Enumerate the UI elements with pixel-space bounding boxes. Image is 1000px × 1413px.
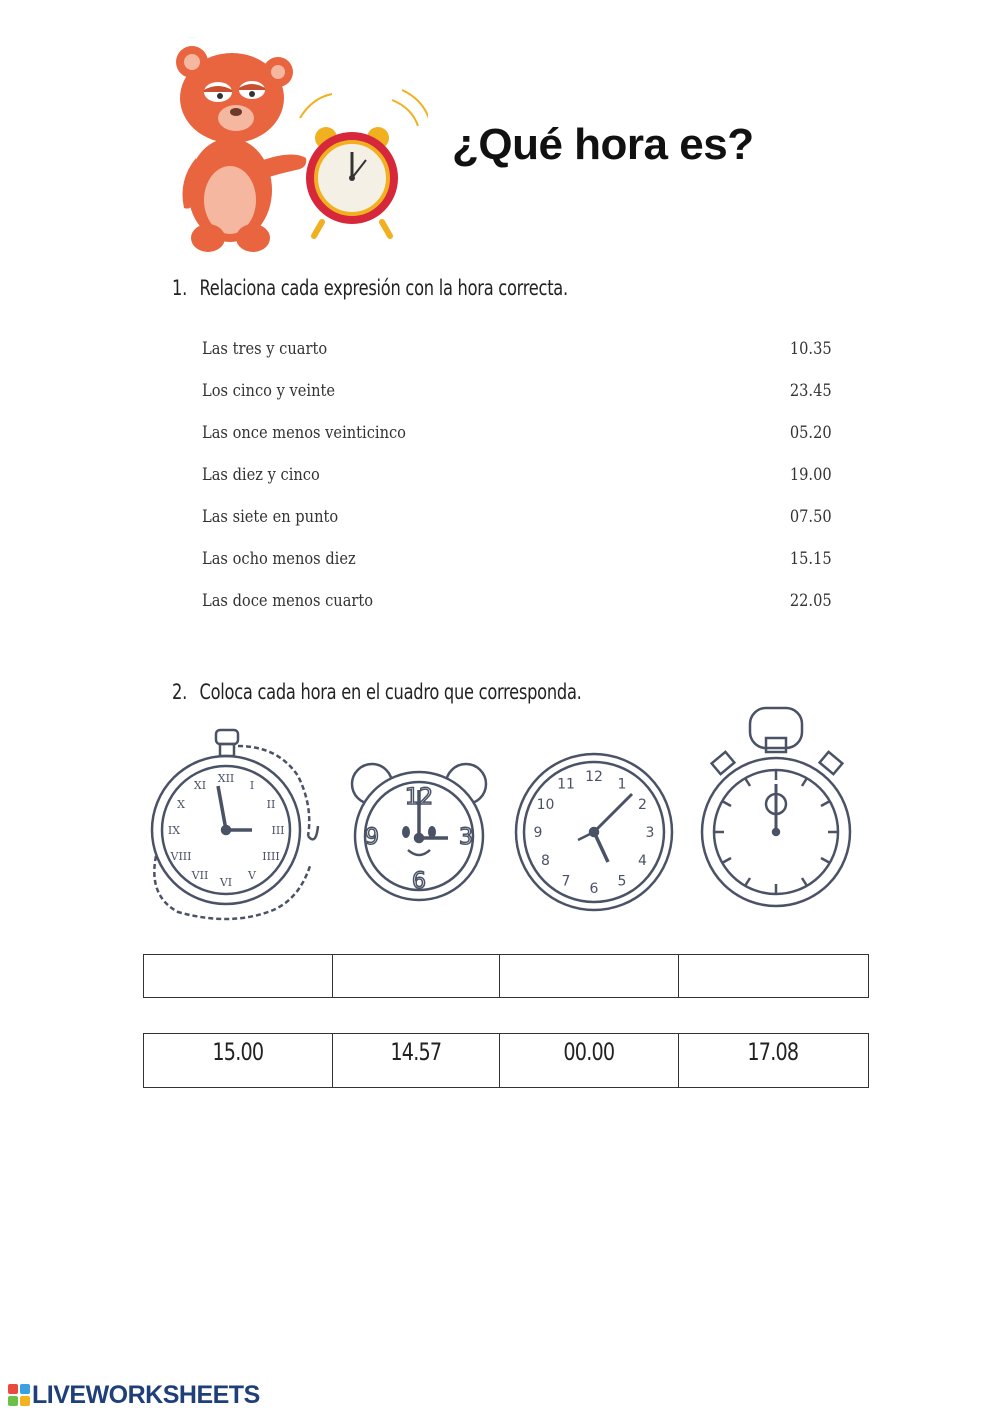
answer-box[interactable] bbox=[500, 955, 679, 998]
matching-row[interactable] bbox=[202, 591, 832, 621]
clock-numeral: IIII bbox=[262, 850, 280, 863]
clock-numeral: II bbox=[266, 798, 276, 811]
clock-numeral: 9 bbox=[533, 825, 543, 841]
expression-text: Las tres y cuarto bbox=[202, 339, 328, 359]
clock-numeral: 6 bbox=[589, 881, 599, 897]
expression-text: Las doce menos cuarto bbox=[202, 591, 374, 611]
answer-box[interactable] bbox=[333, 955, 500, 998]
clock-numeral: I bbox=[249, 779, 255, 792]
clock-numeral: 4 bbox=[638, 853, 647, 869]
bear-clock-number: 9 bbox=[365, 825, 379, 850]
clock-numeral: VI bbox=[219, 876, 233, 889]
answer-box[interactable] bbox=[144, 955, 333, 998]
brand-grid-icon bbox=[8, 1384, 30, 1406]
expression-text: Las siete en punto bbox=[202, 507, 339, 527]
page-title: ¿Qué hora es? bbox=[452, 120, 754, 169]
time-option[interactable] bbox=[333, 1034, 500, 1088]
bear-face-clock-illustration bbox=[348, 760, 490, 904]
time-text: 07.50 bbox=[790, 507, 832, 527]
clock-numeral: XII bbox=[217, 772, 235, 785]
matching-row[interactable] bbox=[202, 507, 832, 537]
expression-text: Los cinco y veinte bbox=[202, 381, 336, 401]
clock-numeral: 5 bbox=[617, 873, 627, 890]
wall-clock-illustration bbox=[512, 750, 676, 914]
bear-clock-number: 6 bbox=[412, 869, 426, 894]
bear-clock-number: 12 bbox=[405, 785, 433, 810]
exercise-2-heading bbox=[172, 680, 582, 704]
clock-numeral: X bbox=[177, 798, 185, 811]
matching-row[interactable] bbox=[202, 423, 832, 453]
time-option-text: 14.57 bbox=[390, 1038, 442, 1066]
answer-boxes bbox=[143, 954, 869, 998]
time-option-text: 17.08 bbox=[747, 1038, 799, 1066]
clock-numeral: V bbox=[248, 869, 256, 882]
time-text: 23.45 bbox=[790, 381, 832, 401]
clock-numeral: 3 bbox=[645, 825, 655, 841]
liveworksheets-logo bbox=[8, 1381, 260, 1410]
exercise-1-instruction: Relaciona cada expresión con la hora correcta. bbox=[199, 276, 568, 300]
time-text: 22.05 bbox=[790, 591, 832, 611]
time-option[interactable] bbox=[144, 1034, 333, 1088]
answer-box[interactable] bbox=[678, 955, 869, 998]
clock-numeral: 8 bbox=[541, 853, 550, 869]
clock-numeral: 10 bbox=[536, 797, 555, 813]
time-option-text: 00.00 bbox=[563, 1038, 615, 1066]
time-text: 05.20 bbox=[790, 423, 832, 443]
exercise-2-number: 2. bbox=[172, 680, 187, 704]
expression-text: Las diez y cinco bbox=[202, 465, 320, 485]
clock-numeral: VII bbox=[191, 869, 209, 882]
exercise-1-number: 1. bbox=[172, 276, 187, 300]
matching-row[interactable] bbox=[202, 381, 832, 411]
expression-text: Las ocho menos diez bbox=[202, 549, 356, 569]
clock-numeral: 11 bbox=[557, 776, 575, 793]
exercise-1-heading bbox=[172, 276, 568, 300]
bear-alarm-clock-illustration bbox=[168, 40, 428, 260]
pocket-watch-illustration bbox=[148, 726, 328, 922]
time-option[interactable] bbox=[678, 1034, 868, 1088]
time-options bbox=[143, 1033, 869, 1088]
clock-numeral: 2 bbox=[638, 797, 647, 813]
clock-numeral: III bbox=[271, 824, 285, 837]
clock-numeral: 1 bbox=[617, 776, 627, 793]
matching-row[interactable] bbox=[202, 465, 832, 495]
stopwatch-illustration bbox=[700, 704, 856, 908]
clock-numeral: 7 bbox=[561, 873, 571, 890]
matching-row[interactable] bbox=[202, 549, 832, 579]
brand-text: LIVEWORKSHEETS bbox=[32, 1381, 260, 1409]
clock-numeral: XI bbox=[193, 779, 207, 792]
time-text: 15.15 bbox=[790, 549, 832, 569]
time-text: 19.00 bbox=[790, 465, 832, 485]
bear-clock-number: 3 bbox=[459, 825, 473, 850]
matching-row[interactable] bbox=[202, 339, 832, 369]
time-text: 10.35 bbox=[790, 339, 832, 359]
exercise-2-instruction: Coloca cada hora en el cuadro que corresponda. bbox=[199, 680, 582, 704]
time-option-text: 15.00 bbox=[212, 1038, 264, 1066]
clock-numeral: VIII bbox=[170, 850, 192, 863]
clock-numeral: 12 bbox=[585, 769, 603, 785]
expression-text: Las once menos veinticinco bbox=[202, 423, 406, 443]
time-option[interactable] bbox=[500, 1034, 679, 1088]
clock-numeral: IX bbox=[167, 824, 181, 837]
